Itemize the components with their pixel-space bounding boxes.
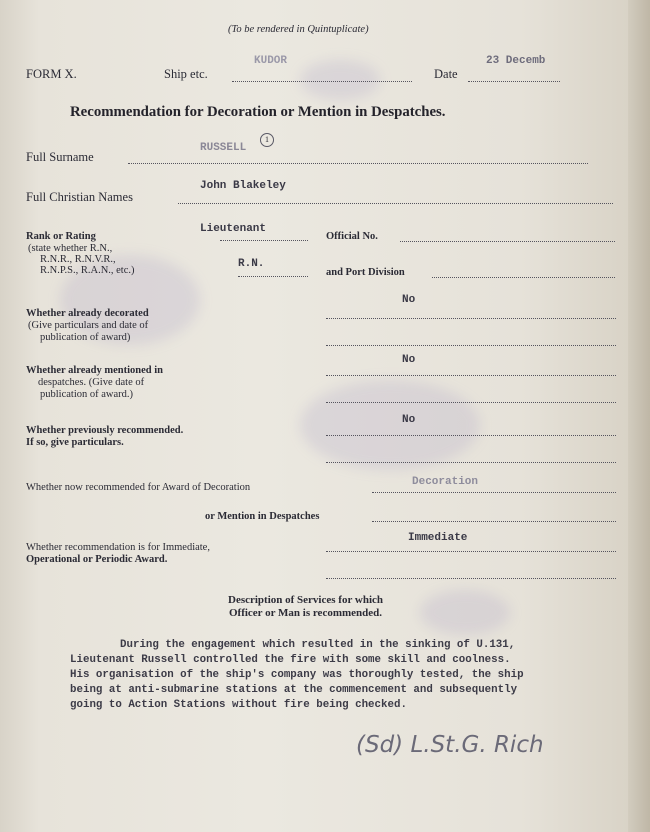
surname-mark: 1 [260, 133, 274, 147]
rank-note-line: (state whether R.N., [28, 243, 113, 254]
mentioned-label-line: Whether already mentioned in [26, 365, 163, 376]
narrative-line: Lieutenant Russell controlled the fire with some skill and coolness. [70, 654, 511, 666]
previously-label [26, 425, 183, 449]
narrative-line: His organisation of the ship's company was thoroughly tested, the ship [70, 669, 524, 681]
rank-note [28, 243, 135, 276]
award-type-line [326, 578, 616, 579]
narrative-line: During the engagement which resulted in the sinking of U.131, [120, 639, 516, 651]
award-type-label-line: Whether recommendation is for Immediate, [26, 542, 210, 553]
narrative-line: being at anti-submarine stations at the commencement and subsequently [70, 684, 518, 696]
award-type-value: Immediate [408, 532, 468, 544]
decorated-label-line: Whether already decorated [26, 308, 149, 319]
mention-label: or Mention in Despatches [205, 511, 320, 522]
ship-value: KUDOR [254, 55, 288, 67]
mentioned-label-line: despatches. (Give date of [38, 377, 145, 388]
christian-names-label: Full Christian Names [26, 190, 133, 204]
rank-note-line: R.N.R., R.N.V.R., [40, 254, 116, 265]
previously-line [326, 435, 616, 436]
page-edge [628, 0, 650, 832]
rank-label: Rank or Rating [26, 231, 96, 242]
description-heading-line: Description of Services for which [228, 594, 383, 606]
mentioned-line [326, 375, 616, 376]
ship-line [232, 81, 412, 82]
description-heading [228, 594, 383, 620]
previously-label-line: Whether previously recommended. [26, 425, 184, 436]
service-line [238, 276, 308, 277]
mentioned-label [26, 365, 163, 401]
now-recommended-value: Decoration [412, 476, 479, 488]
signature: (Sd) L.St.G. Rich [356, 732, 544, 758]
narrative-line: going to Action Stations without fire being checked. [70, 699, 407, 711]
description-heading-line: Officer or Man is recommended. [228, 607, 383, 619]
rank-note-line: R.N.P.S., R.A.N., etc.) [40, 265, 135, 276]
decorated-line [326, 318, 616, 319]
surname-value: RUSSELL [200, 142, 247, 154]
mentioned-value: No [402, 354, 416, 366]
award-type-label-line: Operational or Periodic Award. [26, 554, 168, 565]
form-title: Recommendation for Decoration or Mention in Despatches. [70, 104, 446, 120]
service-value: R.N. [238, 258, 265, 270]
mentioned-line [326, 402, 616, 403]
now-recommended-line [372, 492, 616, 493]
instruction-text: (To be rendered in Quintuplicate) [228, 24, 369, 35]
award-type-line [326, 551, 616, 552]
mention-line [372, 521, 616, 522]
form-label: FORM X. [26, 67, 77, 81]
date-line [468, 81, 560, 82]
previously-label-line: If so, give particulars. [26, 437, 124, 448]
ship-label: Ship etc. [164, 67, 208, 81]
ink-stain [420, 590, 510, 635]
ink-stain [300, 380, 480, 470]
previously-value: No [402, 414, 416, 426]
now-recommended-label: Whether now recommended for Award of Decoration [26, 482, 251, 493]
date-value: 23 Decemb [486, 55, 546, 67]
official-no-label: Official No. [326, 231, 378, 242]
official-no-line [400, 241, 615, 242]
rank-line [220, 240, 308, 241]
rank-value: Lieutenant [200, 223, 267, 235]
decorated-label [26, 308, 149, 344]
surname-line [128, 163, 588, 164]
christian-names-line [178, 203, 613, 204]
date-label: Date [434, 67, 458, 81]
decorated-line [326, 345, 616, 346]
decorated-label-line: publication of award) [40, 332, 131, 343]
christian-names-value: John Blakeley [200, 180, 286, 192]
decorated-value: No [402, 294, 416, 306]
port-division-label: and Port Division [326, 267, 405, 278]
decorated-label-line: (Give particulars and date of [28, 320, 149, 331]
mentioned-label-line: publication of award.) [40, 389, 134, 400]
ink-stain [300, 60, 380, 100]
previously-line [326, 462, 616, 463]
surname-label: Full Surname [26, 150, 94, 164]
port-division-line [432, 277, 615, 278]
award-type-label [26, 542, 210, 566]
